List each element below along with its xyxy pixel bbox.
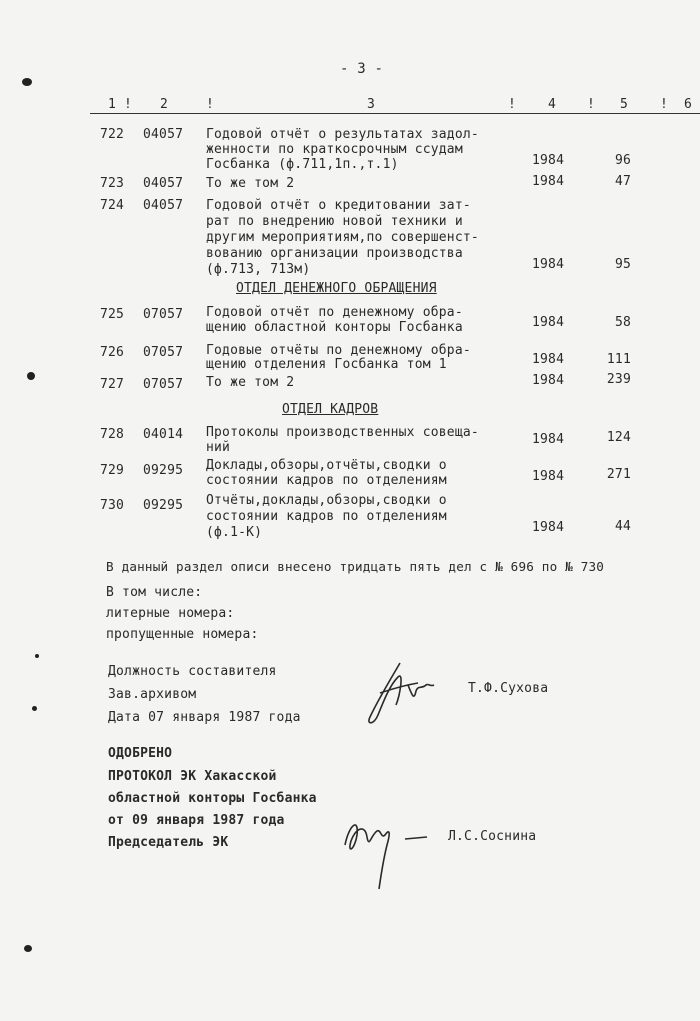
summary-line: пропущенные номера: xyxy=(106,627,259,642)
row-year: 1984 xyxy=(532,352,565,367)
ink-blot xyxy=(35,654,39,658)
row-title-line: Годовые отчёты по денежному обра- xyxy=(206,343,471,358)
header-sep: ! xyxy=(660,97,669,112)
row-title-line: Доклады,обзоры,отчёты,сводки о xyxy=(206,458,447,473)
row-index: 07057 xyxy=(143,377,184,392)
row-count: 95 xyxy=(614,257,631,272)
row-year: 1984 xyxy=(532,153,565,168)
row-year: 1984 xyxy=(532,432,565,447)
header-col-2: 2 xyxy=(160,97,169,112)
ink-blot xyxy=(32,706,37,711)
header-sep: ! xyxy=(206,97,215,112)
row-index: 04057 xyxy=(143,127,184,142)
summary-line: В данный раздел описи внесено тридцать пять дел с № 696 по № 730 xyxy=(106,559,605,574)
header-col-1: 1 xyxy=(108,97,117,112)
row-number: 726 xyxy=(100,345,125,360)
row-index: 07057 xyxy=(143,345,184,360)
row-count: 58 xyxy=(614,315,631,330)
header-col-4: 4 xyxy=(548,97,557,112)
approval-line: от 09 января 1987 года xyxy=(108,813,285,828)
row-title-line: состоянии кадров по отделениям xyxy=(206,473,447,488)
row-year: 1984 xyxy=(532,469,565,484)
row-number: 725 xyxy=(100,307,125,322)
compiler-position: Зав.архивом xyxy=(108,687,197,702)
row-index: 07057 xyxy=(143,307,184,322)
compiler-date: Дата 07 января 1987 года xyxy=(108,710,301,725)
row-title-line: Годовой отчёт о кредитовании зат- xyxy=(206,198,471,213)
row-count: 239 xyxy=(606,372,631,387)
row-number: 722 xyxy=(100,127,125,142)
compiler-name: Т.Ф.Сухова xyxy=(468,681,549,696)
section-title-money: ОТДЕЛ ДЕНЕЖНОГО ОБРАЩЕНИЯ xyxy=(236,281,437,296)
row-number: 728 xyxy=(100,427,125,442)
header-sep: ! xyxy=(124,97,133,112)
row-number: 729 xyxy=(100,463,125,478)
row-title-line: Годовой отчёт по денежному обра- xyxy=(206,305,463,320)
row-index: 09295 xyxy=(143,463,184,478)
row-number: 724 xyxy=(100,198,125,213)
row-title-line: Протоколы производственных совеща- xyxy=(206,425,479,440)
row-count: 44 xyxy=(614,519,631,534)
row-title-line: женности по краткосрочным ссудам xyxy=(206,142,463,157)
row-year: 1984 xyxy=(532,373,565,388)
summary-line: литерные номера: xyxy=(106,606,235,621)
row-title-line: То же том 2 xyxy=(206,176,295,191)
ink-blot xyxy=(24,945,32,952)
approval-signature xyxy=(335,805,445,895)
ink-blot xyxy=(22,78,32,86)
header-col-6: 6 xyxy=(684,97,693,112)
section-title-staff: ОТДЕЛ КАДРОВ xyxy=(282,402,379,417)
header-col-5: 5 xyxy=(620,97,629,112)
row-number: 723 xyxy=(100,176,125,191)
row-year: 1984 xyxy=(532,257,565,272)
summary-line: В том числе: xyxy=(106,585,203,600)
row-title-line: ний xyxy=(206,440,231,455)
row-index: 04057 xyxy=(143,176,184,191)
row-year: 1984 xyxy=(532,315,565,330)
page-number: - 3 - xyxy=(340,61,384,77)
compiler-signature xyxy=(360,655,440,730)
approval-line: областной конторы Госбанка xyxy=(108,791,317,806)
row-title-line: другим мероприятиям,по совершенст- xyxy=(206,230,479,245)
row-title-line: рат по внедрению новой техники и xyxy=(206,214,463,229)
row-year: 1984 xyxy=(532,174,565,189)
row-title-line: Отчёты,доклады,обзоры,сводки о xyxy=(206,493,447,508)
row-number: 730 xyxy=(100,498,125,513)
row-index: 09295 xyxy=(143,498,184,513)
header-col-3: 3 xyxy=(367,97,376,112)
row-title-line: вованию организации производства xyxy=(206,246,463,261)
row-title-line: (ф.713, 713м) xyxy=(206,262,311,277)
row-count: 47 xyxy=(614,174,631,189)
row-title-line: состоянии кадров по отделениям xyxy=(206,509,447,524)
approval-name: Л.С.Соснина xyxy=(448,829,537,844)
compiler-position-label: Должность составителя xyxy=(108,664,277,679)
row-count: 124 xyxy=(606,430,631,445)
approval-line: ПРОТОКОЛ ЭК Хакасской xyxy=(108,769,277,784)
row-title-line: щению областной конторы Госбанка xyxy=(206,320,463,335)
row-number: 727 xyxy=(100,377,125,392)
row-index: 04014 xyxy=(143,427,184,442)
row-count: 111 xyxy=(606,352,631,367)
row-title-line: Госбанка (ф.711,1п.,т.1) xyxy=(206,157,399,172)
row-year: 1984 xyxy=(532,520,565,535)
approval-line: ОДОБРЕНО xyxy=(108,746,173,761)
header-sep: ! xyxy=(508,97,517,112)
row-count: 96 xyxy=(614,153,631,168)
header-rule xyxy=(90,113,700,114)
row-title-line: Годовой отчёт о результатах задол- xyxy=(206,127,479,142)
approval-line: Председатель ЭК xyxy=(108,835,229,850)
ink-blot xyxy=(27,372,35,380)
row-title-line: То же том 2 xyxy=(206,375,295,390)
row-index: 04057 xyxy=(143,198,184,213)
row-count: 271 xyxy=(606,467,631,482)
header-sep: ! xyxy=(587,97,596,112)
row-title-line: (ф.1-К) xyxy=(206,525,263,540)
row-title-line: щению отделения Госбанка том 1 xyxy=(206,357,447,372)
